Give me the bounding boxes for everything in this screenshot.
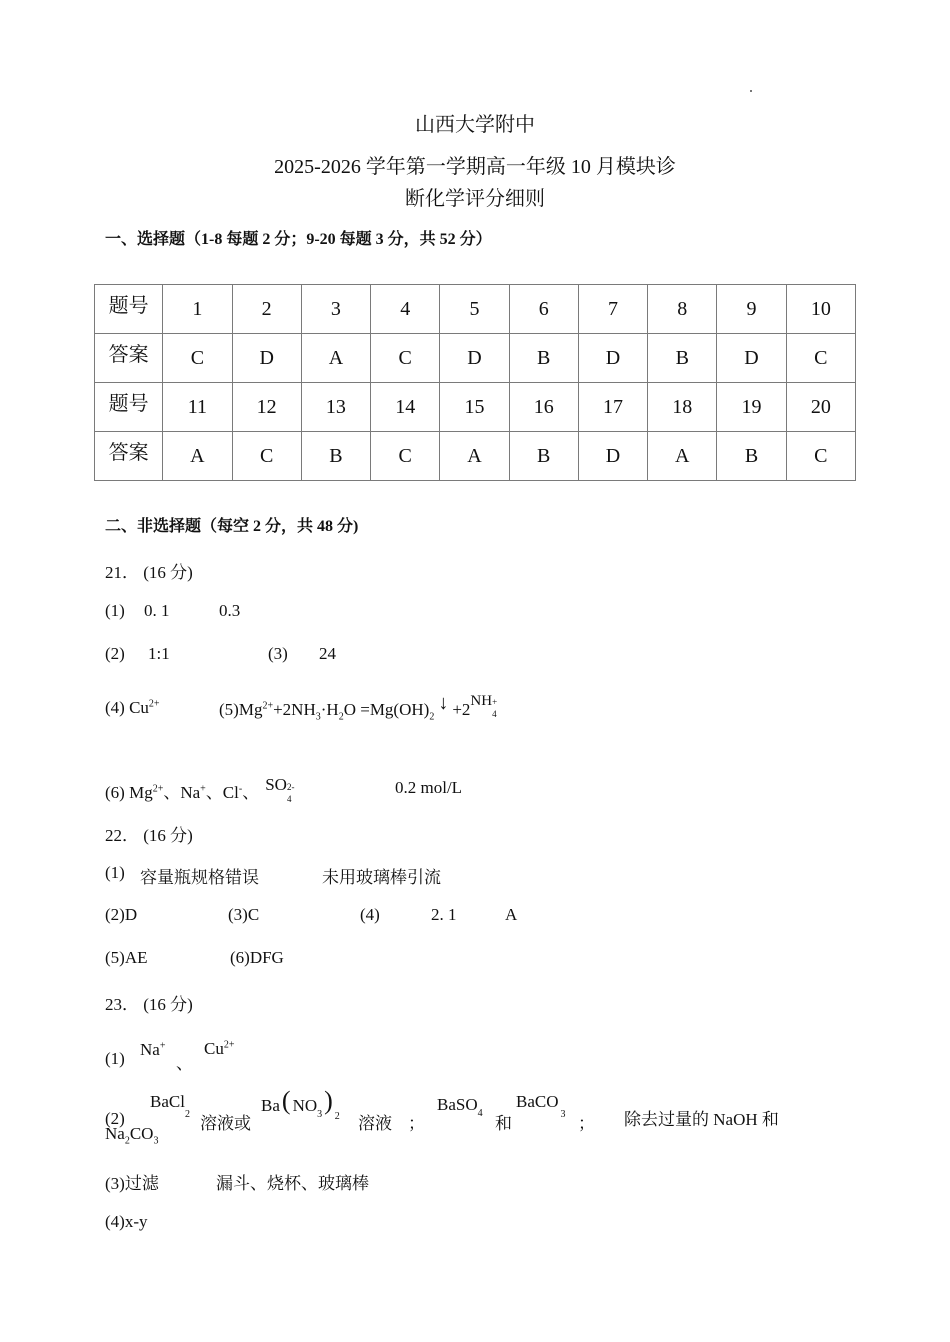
q23-p2-na2co3 [105,1124,158,1146]
answer-table [94,284,856,481]
row-label-answer: 答案 [95,432,163,481]
eq-subscript: 2 [338,711,344,723]
precipitate-arrow-icon: ↓ [438,692,449,714]
table-cell: 8 [648,285,717,334]
ammonium-subscript: 4 [492,709,497,719]
q21-p5-equation [219,692,500,723]
table-cell: B [509,334,578,383]
q21-p1-num: (1) [105,601,125,620]
table-cell: C [786,334,855,383]
ammonium-formula: NH [470,693,493,709]
q22-p6: (6)DFG [230,948,284,967]
table-cell: C [163,334,232,383]
ion-charge: 2+ [223,1039,235,1051]
q21-p2-answer: 1:1 [148,644,170,663]
q23-p2-text1: 溶液或 [200,1114,251,1133]
table-cell: A [440,432,509,481]
table-cell: B [509,432,578,481]
table-row [95,383,856,432]
table-cell: 4 [371,285,440,334]
q23-p2-text2: 溶液 [358,1114,392,1133]
ion-charge: 2+ [152,783,164,795]
q21-p4 [105,698,160,718]
formula-subscript: 2 [334,1111,340,1122]
table-cell: D [232,334,301,383]
q23-p2-text3: 除去过量的 NaOH 和 [624,1110,779,1129]
formula-subscript: 4 [477,1108,483,1119]
q21-p4-text: (4) Cu [105,698,149,717]
ion-charge: + [200,783,206,795]
table-row [95,285,856,334]
table-cell: 2 [232,285,301,334]
table-cell: C [232,432,301,481]
ion-part: 、 [242,783,260,802]
q23-p2-semicolon: ； [578,1114,595,1133]
table-row [95,334,856,383]
school-name: 山西大学附中 [415,114,535,136]
section1-heading: 一、选择题（1-8 每题 2 分；9-20 每题 3 分，共 52 分） [105,231,492,248]
q23-p3-answer-a: (3)过滤 [105,1174,159,1193]
doc-title-line1: 2025-2026 学年第一学期高一年级 10 月模块诊 [274,156,676,178]
ion-part: Na [140,1040,160,1059]
formula-paren: ( [281,1086,291,1115]
eq-part: +2 [452,700,471,719]
q21-p1-answer-b: 0.3 [219,601,241,620]
table-row [95,432,856,481]
q21-title: 21． (16 分) [105,563,193,582]
section2-heading: 二、非选择题（每空 2 分，共 48 分) [105,518,359,535]
table-cell: 7 [578,285,647,334]
table-cell: C [371,432,440,481]
table-cell: 17 [578,383,647,432]
q21-p2-num: (2) [105,644,125,663]
q21-p3-num: (3) [268,644,288,663]
table-cell: 11 [163,383,232,432]
q22-p1-answer-a: 容量瓶规格错误 [140,868,259,887]
ion-charge: + [159,1040,166,1052]
q22-p1-num: (1) [105,863,125,882]
table-cell: 5 [440,285,509,334]
q22-p5: (5)AE [105,948,148,967]
ion-part: Cu [204,1039,224,1058]
formula-part: BaCO [516,1092,559,1111]
table-cell: 14 [371,383,440,432]
formula-subscript: 3 [317,1109,323,1120]
table-cell: 10 [786,285,855,334]
row-label-answer: 答案 [95,334,163,383]
table-cell: C [786,432,855,481]
q21-p3-answer: 24 [319,644,336,663]
formula-part: NO [292,1096,318,1115]
eq-subscript: 2 [429,711,435,723]
table-cell: 18 [648,383,717,432]
q22-title: 22． (16 分) [105,826,193,845]
eq-part: O =Mg(OH) [343,700,430,719]
q22-p1-answer-b: 未用玻璃棒引流 [322,868,441,887]
table-cell: D [578,432,647,481]
table-cell: 3 [301,285,370,334]
formula-subscript: 2 [184,1109,190,1120]
ion-charge: - [238,783,243,795]
table-cell: 6 [509,285,578,334]
ion-part: 、Cl [205,783,239,802]
q23-p2-baso4 [437,1095,483,1119]
q23-p3-answer-b: 漏斗、烧杯、玻璃棒 [216,1174,369,1193]
ion-part: (6) Mg [105,783,153,802]
table-cell: 15 [440,383,509,432]
q22-p4-num: (4) [360,905,380,924]
table-cell: A [163,432,232,481]
q21-p1-answer-a: 0. 1 [144,601,170,620]
table-cell: A [648,432,717,481]
q23-p1-sodium [140,1040,165,1060]
formula-subscript: 2 [124,1135,130,1147]
sulfate-subscript: 4 [286,794,292,804]
sulfate-charge: 2- [286,782,295,792]
q23-p1-copper [204,1039,234,1059]
eq-part: +2NH [273,700,316,719]
q23-p4: (4)x-y [105,1212,148,1231]
table-cell: D [717,334,786,383]
eq-part: (5)Mg [219,700,263,719]
formula-part: BaCl [150,1092,185,1111]
doc-title-line2: 断化学评分细则 [405,188,545,210]
table-cell: 12 [232,383,301,432]
q23-p2-and: 和 [495,1114,512,1133]
q23-p2-bacl2 [150,1092,190,1120]
formula-part: Na [105,1124,125,1143]
q23-title: 23． (16 分) [105,995,193,1014]
table-cell: 19 [717,383,786,432]
eq-part: ·H [320,700,339,719]
q23-p1-separator: 、 [176,1054,193,1073]
formula-part: BaSO [437,1095,478,1114]
table-cell: D [578,334,647,383]
q21-p4-charge: 2+ [148,698,160,710]
row-label-question: 题号 [95,383,163,432]
q23-p1-num: (1) [105,1049,125,1068]
table-cell: 20 [786,383,855,432]
table-cell: C [371,334,440,383]
ammonium-charge: + [492,697,498,707]
table-cell: 16 [509,383,578,432]
q21-p6-ions [105,775,297,804]
q22-p2: (2)D [105,905,138,924]
table-cell: D [440,334,509,383]
q22-p4-answer-b: A [505,905,518,924]
q21-p6-concentration: 0.2 mol/L [395,778,463,797]
table-cell: 9 [717,285,786,334]
table-cell: B [301,432,370,481]
table-cell: B [717,432,786,481]
formula-subscript: 3 [560,1109,566,1120]
formula-part: Ba [261,1096,280,1115]
q23-p2-baco3 [516,1092,566,1120]
table-cell: 1 [163,285,232,334]
formula-part: CO [129,1124,154,1143]
row-label-question: 题号 [95,285,163,334]
decorative-dot [750,90,752,92]
q23-p2-num: (2) [105,1109,125,1128]
table-cell: 13 [301,383,370,432]
eq-subscript: 3 [315,711,321,723]
ion-part: 、Na [163,783,201,802]
formula-subscript: 3 [153,1135,159,1147]
table-cell: B [648,334,717,383]
q22-p4-answer-a: 2. 1 [431,905,457,924]
eq-charge: 2+ [262,700,274,712]
q23-p2-ba-nitrate [261,1086,340,1122]
sulfate-formula: SO [265,775,287,794]
q23-p2-semicolon: ； [408,1114,425,1133]
q22-p3: (3)C [228,905,260,924]
table-cell: A [301,334,370,383]
formula-paren: ) [324,1086,333,1115]
